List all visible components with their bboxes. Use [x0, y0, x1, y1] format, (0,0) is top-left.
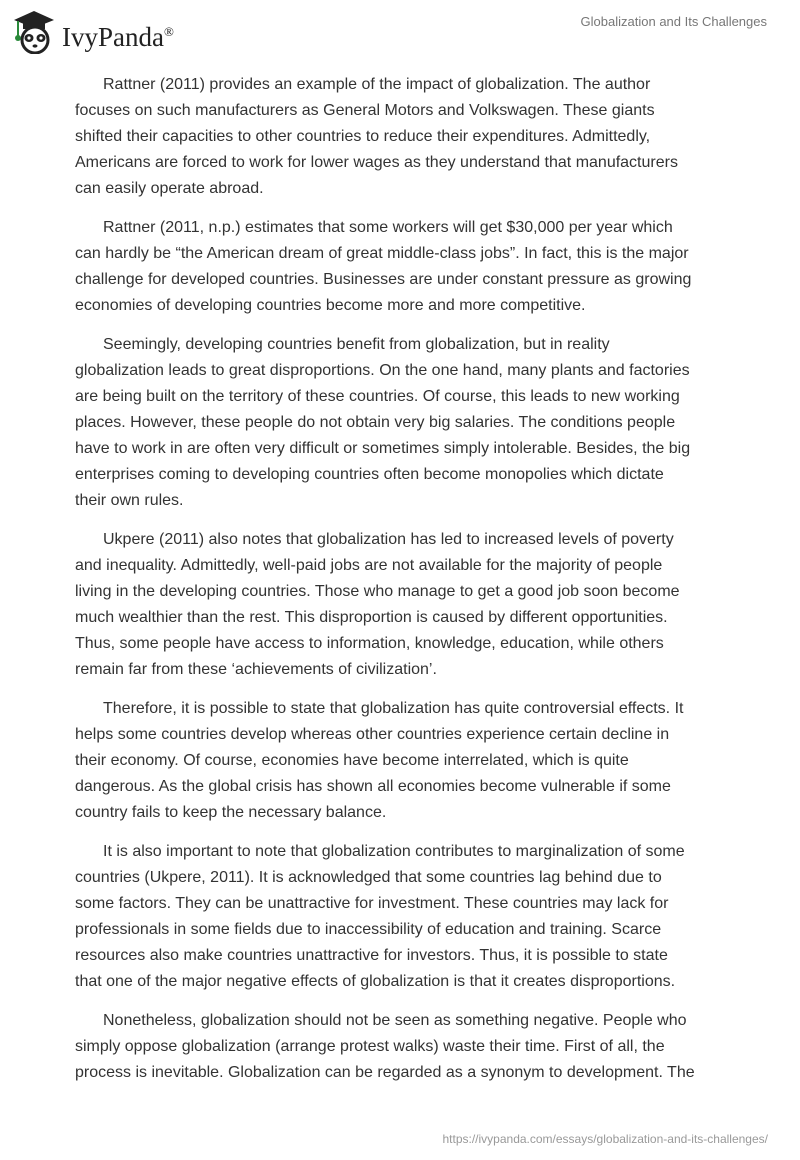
text-line: It is also important to note that globalization contributes to marginalization of some [103, 843, 685, 860]
text-line: Ukpere (2011) also notes that globalization has led to increased levels of poverty [103, 531, 674, 548]
text-line: their own rules. [75, 492, 184, 509]
text-line: Rattner (2011, n.p.) estimates that some workers will get $30,000 per year which [103, 219, 673, 236]
brand-name: IvyPanda [62, 21, 164, 52]
text-line: have to work in are often very difficult or sometimes simply intolerable. Besides, the big [75, 440, 691, 457]
text-line: can easily operate abroad. [75, 180, 264, 197]
paragraph [75, 839, 735, 995]
text-line: living in the developing countries. Those who manage to get a good job soon become [75, 583, 680, 600]
text-line: can hardly be “the American dream of great middle-class jobs”. In fact, this is the major [75, 245, 689, 262]
paragraph [75, 332, 735, 514]
text-line: and inequality. Admittedly, well-paid jobs are not available for the majority of people [75, 557, 663, 574]
text-line: helps some countries develop whereas other countries experience certain decline in [75, 726, 670, 743]
paragraph [75, 215, 735, 319]
text-line: shifted their capacities to other countries to reduce their expenditures. Admittedly, [75, 128, 651, 145]
text-line: Therefore, it is possible to state that globalization has quite controversial effects. It [103, 700, 684, 717]
footer-url[interactable]: https://ivypanda.com/essays/globalization-and-its-challenges/ [442, 1132, 768, 1146]
text-line: are being built on the territory of these countries. Of course, this leads to new working [75, 388, 680, 405]
text-line: resources also make countries unattractive for investors. Thus, it is possible to state [75, 947, 668, 964]
text-line: some factors. They can be unattractive for investment. These countries may lack for [75, 895, 669, 912]
text-line: their economy. Of course, economies have become interrelated, which is quite [75, 752, 629, 769]
text-line: Americans are forced to work for lower wages as they understand that manufacturers [75, 154, 678, 171]
text-line: that one of the major negative effects of globalization is that it creates disproportions. [75, 973, 676, 990]
paragraph [75, 1008, 735, 1086]
text-line: dangerous. As the global crisis has shown all economies become vulnerable if some [75, 778, 671, 795]
text-line: much wealthier than the rest. This disproportion is caused by different opportunities. [75, 609, 668, 626]
registered-mark: ® [163, 23, 174, 39]
text-line: enterprises coming to developing countries often become monopolies which dictate [75, 466, 664, 483]
text-line: economies of developing countries become more and more competitive. [75, 297, 586, 314]
text-line: simply oppose globalization (arrange protest walks) waste their time. First of all, the [75, 1038, 665, 1055]
panda-graduate-icon [12, 8, 56, 54]
text-line: Rattner (2011) provides an example of the impact of globalization. The author [103, 76, 651, 93]
text-line: professionals in some fields due to inaccessibility of education and training. Scarce [75, 921, 662, 938]
ivypanda-logo[interactable] [12, 8, 174, 54]
text-line: places. However, these people do not obtain very big salaries. The conditions people [75, 414, 676, 431]
document-title: Globalization and Its Challenges [580, 14, 767, 29]
text-line: remain far from these ‘achievements of civilization’. [75, 661, 437, 678]
text-line: process is inevitable. Globalization can be regarded as a synonym to development. The [75, 1064, 695, 1081]
text-line: Nonetheless, globalization should not be seen as something negative. People who [103, 1012, 687, 1029]
text-line: country fails to keep the necessary balance. [75, 804, 387, 821]
text-line: Seemingly, developing countries benefit from globalization, but in reality [103, 336, 610, 353]
essay-body [75, 72, 735, 1099]
text-line: challenge for developed countries. Businesses are under constant pressure as growing [75, 271, 692, 288]
paragraph [75, 696, 735, 826]
text-line: Thus, some people have access to information, knowledge, education, while others [75, 635, 664, 652]
text-line: countries (Ukpere, 2011). It is acknowledged that some countries lag behind due to [75, 869, 662, 886]
paragraph [75, 527, 735, 683]
text-line: globalization leads to great disproportions. On the one hand, many plants and factories [75, 362, 690, 379]
text-line: focuses on such manufacturers as General Motors and Volkswagen. These giants [75, 102, 655, 119]
paragraph [75, 72, 735, 202]
